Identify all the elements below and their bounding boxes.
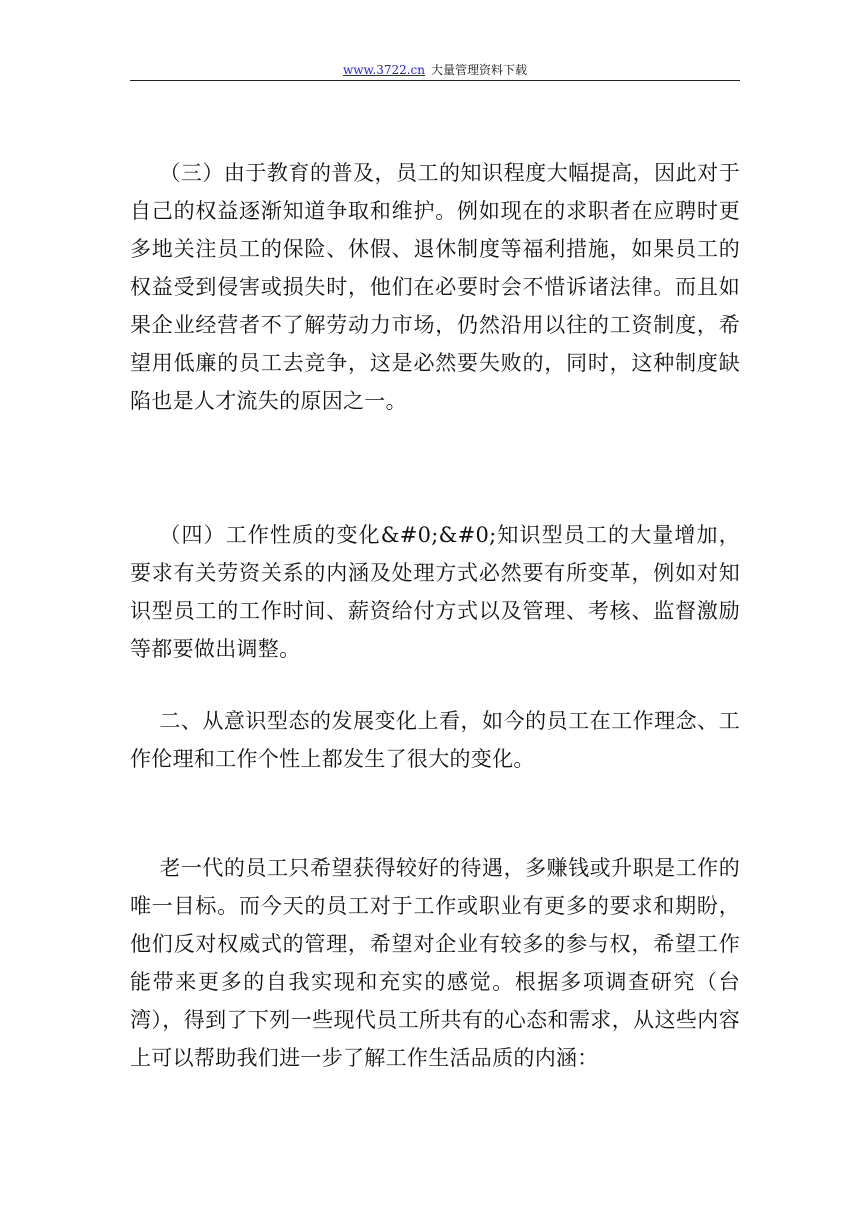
paragraph-old-generation: 老一代的员工只希望获得较好的待遇，多赚钱或升职是工作的唯一目标。而今天的员工对于工作或职业有更多的要求和期盼，他们反对权威式的管理，希望对企业有较多的参与权，希望工作能带来更多的自我实现和充实的感觉。根据多项调查研究（台湾），得到了下列一些现代员工所共有的心态和需求，从这些内容上可以帮助我们进一步了解工作生活品质的内涵： bbox=[130, 856, 740, 1070]
paragraph-4: （四）工作性质的变化&#0;&#0;知识型员工的大量增加，要求有关劳资关系的内涵及处理方式必然要有所变革，例如对知识型员工的工作时间、薪资给付方式以及管理、考核、监督激励等都要做出调整。 bbox=[130, 523, 740, 661]
paragraph-3: （三）由于教育的普及，员工的知识程度大幅提高，因此对于自己的权益逐渐知道争取和维护。例如现在的求职者在应聘时更多地关注员工的保险、休假、退休制度等福利措施，如果员工的权益受到侵害或损失时，他们在必要时会不惜诉诸法律。而且如果企业经营者不了解劳动力市场，仍然沿用以往的工资制度，希望用低廉的员工去竞争，这是必然要失败的，同时，这种制度缺陷也是人才流失的原因之一。 bbox=[130, 161, 740, 413]
website-link[interactable]: www.3722.cn bbox=[342, 63, 425, 77]
page-header bbox=[130, 62, 740, 81]
paragraph-ideology: 二、从意识型态的发展变化上看，如今的员工在工作理念、工作伦理和工作个性上都发生了很大的变化。 bbox=[130, 709, 740, 771]
header-title: 大量管理资料下载 bbox=[431, 63, 528, 77]
